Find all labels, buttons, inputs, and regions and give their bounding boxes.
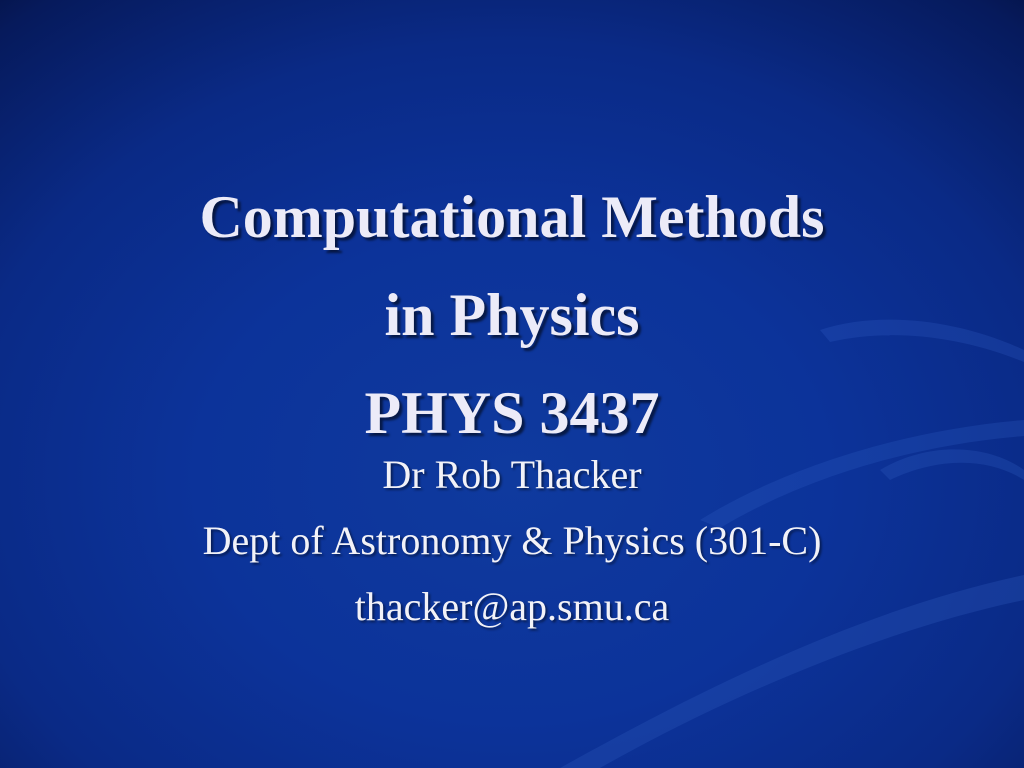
author-email: thacker@ap.smu.ca (354, 584, 670, 629)
title-line-course-name: Computational Methods (199, 184, 825, 250)
slide-title (0, 168, 1024, 462)
author-department: Dept of Astronomy & Physics (301-C) (202, 518, 822, 563)
slide-subtitle (0, 442, 1024, 640)
author-name: Dr Rob Thacker (382, 452, 642, 497)
title-line-subject: in Physics (384, 282, 640, 348)
title-line-course-code: PHYS 3437 (364, 380, 660, 446)
